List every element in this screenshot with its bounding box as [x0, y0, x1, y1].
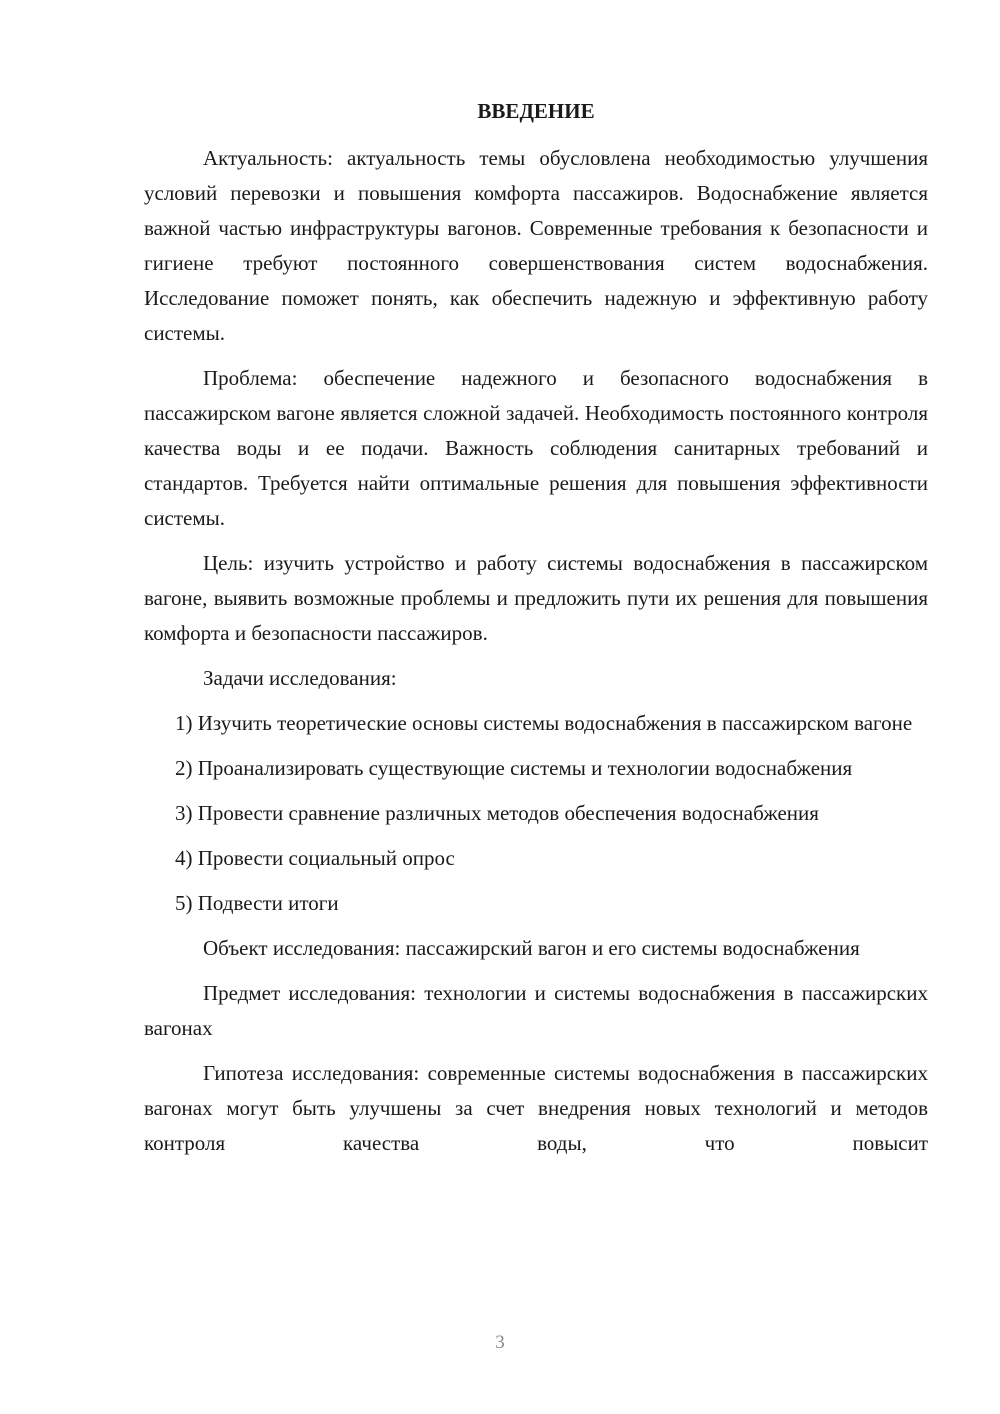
task-item-1: 1) Изучить теоретические основы системы водоснабжения в пассажирском вагоне: [175, 711, 913, 735]
paragraph-object: Объект исследования: пассажирский вагон и его системы водоснабжения: [203, 936, 860, 960]
paragraph-hypothesis: Гипотеза исследования: современные системы водоснабжения в пассажирских вагонах могут быть улучшены за счет внедрения новых технологий и методов контроля качества воды, что повысит: [144, 1061, 928, 1155]
task-item-2: 2) Проанализировать существующие системы и технологии водоснабжения: [175, 756, 853, 780]
paragraph-problem: Проблема: обеспечение надежного и безопасного водоснабжения в пассажирском вагоне является сложной задачей. Необходимость постоянного контроля качества воды и ее подачи. Важность соблюдения санитарных требований и стандартов. Требуется найти оптимальные решения для повышения эффективности системы.: [144, 366, 928, 530]
paragraph-relevance: Актуальность: актуальность темы обусловлена необходимостью улучшения условий перевозки и повышения комфорта пассажиров. Водоснабжение является важной частью инфраструктуры вагонов. Современные требования к безопасности и гигиене требуют постоянного совершенствования систем водоснабжения. Исследование поможет понять, как обеспечить надежную и эффективную работу системы.: [144, 146, 928, 345]
task-item-4: 4) Провести социальный опрос: [175, 846, 455, 870]
document-page: [144, 94, 928, 1171]
paragraph-goal: Цель: изучить устройство и работу системы водоснабжения в пассажирском вагоне, выявить возможные проблемы и предложить пути их решения для повышения комфорта и безопасности пассажиров.: [144, 551, 928, 645]
task-item-3: 3) Провести сравнение различных методов обеспечения водоснабжения: [175, 801, 819, 825]
page-number: 3: [495, 1332, 505, 1353]
section-title: ВВЕДЕНИЕ: [477, 99, 595, 123]
tasks-heading: Задачи исследования:: [203, 666, 397, 690]
task-item-5: 5) Подвести итоги: [175, 891, 339, 915]
paragraph-subject: Предмет исследования: технологии и системы водоснабжения в пассажирских вагонах: [144, 981, 928, 1040]
